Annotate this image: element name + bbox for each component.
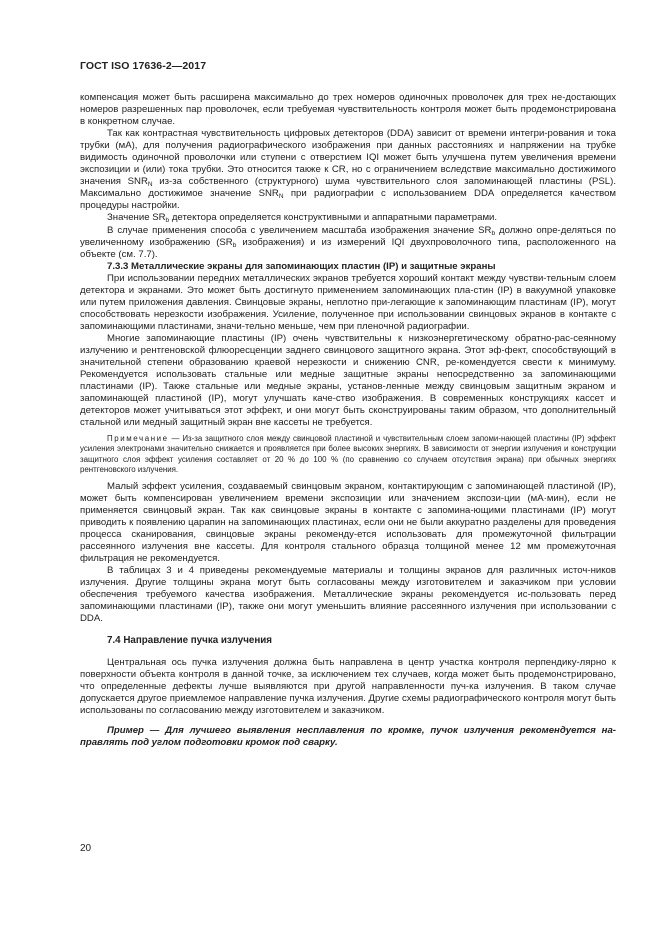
section-heading-7-3-3: 7.3.3 Металлические экраны для запоминающих пластин (IP) и защитные экраны: [107, 260, 496, 272]
paragraph: В случае применения способа с увеличением масштаба изображения значение $SR_b$ должно опре-деляться по увеличенному изображению ($SR_b$ изображения) и из измерений IQI двухпроволочного типа, расположенного на объекте (см. 7.7).: [80, 224, 617, 260]
paragraph: Так как контрастная чувствительность цифровых детекторов (DDA) зависит от времени интегри-рования и тока трубки (мА), для получения радиографического изображения при данных расстояниях и напряжении на трубке видимость одиночной проволочки или ступени с отверстием IQI может быть улучшена путем увеличения времени экспозиции и (или) тока трубки. Это относится также к CR, но с ограничением вследствие максимально достижимого значения $SNR_N$ из-за собственного (структурного) шума чувствительного слоя запоминающей пластины (PSL). Максимально достижимое значение $SNR_N$ при радиографии с использованием DDA определяется качеством процедуры настройки.: [80, 128, 617, 212]
paragraph: Центральная ось пучка излучения должна быть направлена в центр участка контроля перпендику-лярно к поверхности объекта контроля в данной точке, за исключением тех случаев, когда может быть продемонстрировано, что определенные дефекты лучше выявляются при другой направленности пуч-ка излучения. В таком случае допускается другое приемлемое направление пучка излучения. Другие схемы радиографического контроля могут быть использованы по согласованию между изготовителем и заказчиком.: [80, 657, 616, 717]
note-label: Примечание: [107, 434, 169, 444]
section-heading-7-4: 7.4 Направление пучка излучения: [107, 635, 272, 647]
note: Примечание — Из-за защитного слоя между свинцовой пластиной и чувствительным слоем запоми-нающей пластины (IP) эффект усиления электронами значительно снижается и проявляется при более высоких энергиях. В зависимости от энергии излучения и конструкции защитного слоя эффект усиления составляет от 20 % до 100 % (по сравнению со случаем отсутствия экрана) при обычных энергиях рентгеновского излучения.: [80, 434, 616, 474]
paragraph: Малый эффект усиления, создаваемый свинцовым экраном, контактирующим с запоминающей пластиной (IP), может быть компенсирован увеличением времени экспозиции или значением экспози-ции (мА·мин), если не применяется свинцовый экран. Так как свинцовые экраны в контакте с запомина-ющими пластинами (IP) могут приводить к появлению царапин на запоминающих пластинах, если они не были аккуратно разделены для проведения процесса сканирования, свинцовые экраны рекоменду-ется использовать для промежуточной фильтрации рассеянного излучения вне кассеты. Для контроля стального образца толщиной менее 12 мм промежуточная фильтрация не рекомендуется.: [80, 480, 616, 564]
page-body: [80, 92, 616, 749]
paragraph: Значение $SR_b$ детектора определяется конструктивными и аппаратными параметрами.: [107, 212, 498, 225]
paragraph: При использовании передних металлических экранов требуется хороший контакт между чувстви-тельным слоем детектора и экранами. Это может быть достигнуто применением запоминающих пла-стин (IP) в вакуумной упаковке или путем приложения давления. Свинцовые экраны, неплотно при-легающие к запоминающим пластинам (IP), могут способствовать нерезкости изображения. Усиление, полученное при использовании свинцовых экранов в контакте с запоминающими пластинами, значи-тельно меньше, чем при пленочной радиографии.: [80, 272, 616, 332]
paragraph: Многие запоминающие пластины (IP) очень чувствительны к низкоэнергетическому обратно-рас-сеянному излучению и рентгеновской флюоресценции заднего свинцового защитного экрана. Этот эф-фект, способствующий в значительной степени образованию краевой нерезкости и снижению CNR, ре-комендуется свести к минимуму. Рекомендуется использовать стальные или медные защитные экраны непосредственно за запоминающими пластинами (IP). Также стальные или медные экраны, установ-ленные между свинцовым защитным экраном и запоминающей пластиной (IP), могут улучшать каче-ство изображения. В современных конструкциях кассет и детекторов может учитываться этот эффект, и они могут быть сконструированы таким образом, что дополнительный стальной или медный защитный экран вне кассеты не требуется.: [80, 332, 616, 429]
example: Пример — Для лучшего выявления несплавления по кромке, пучок излучения рекомендуется на-правлять под углом подготовки кромок под сварку.: [80, 724, 616, 748]
paragraph: В таблицах 3 и 4 приведены рекомендуемые материалы и толщины экранов для различных источ-ников излучения. Другие толщины экрана могут быть согласованы между изготовителем и заказчиком при условии обеспечения требуемого качества изображения. Металлические экраны рекомендуется ис-пользовать перед запоминающими пластинами (IP), также они могут уменьшить влияние рассеянного излучения при использовании с DDA.: [80, 565, 616, 625]
paragraph: компенсация может быть расширена максимально до трех номеров одиночных проволочек для трех не-достающих номеров разрешенных пар проволочек, если требуемая чувствительность контроля может быть продемонстрирована в конкретном случае.: [80, 92, 616, 128]
page-number: 20: [80, 843, 92, 854]
document-code-header: ГОСТ ISO 17636-2—2017: [80, 60, 207, 72]
